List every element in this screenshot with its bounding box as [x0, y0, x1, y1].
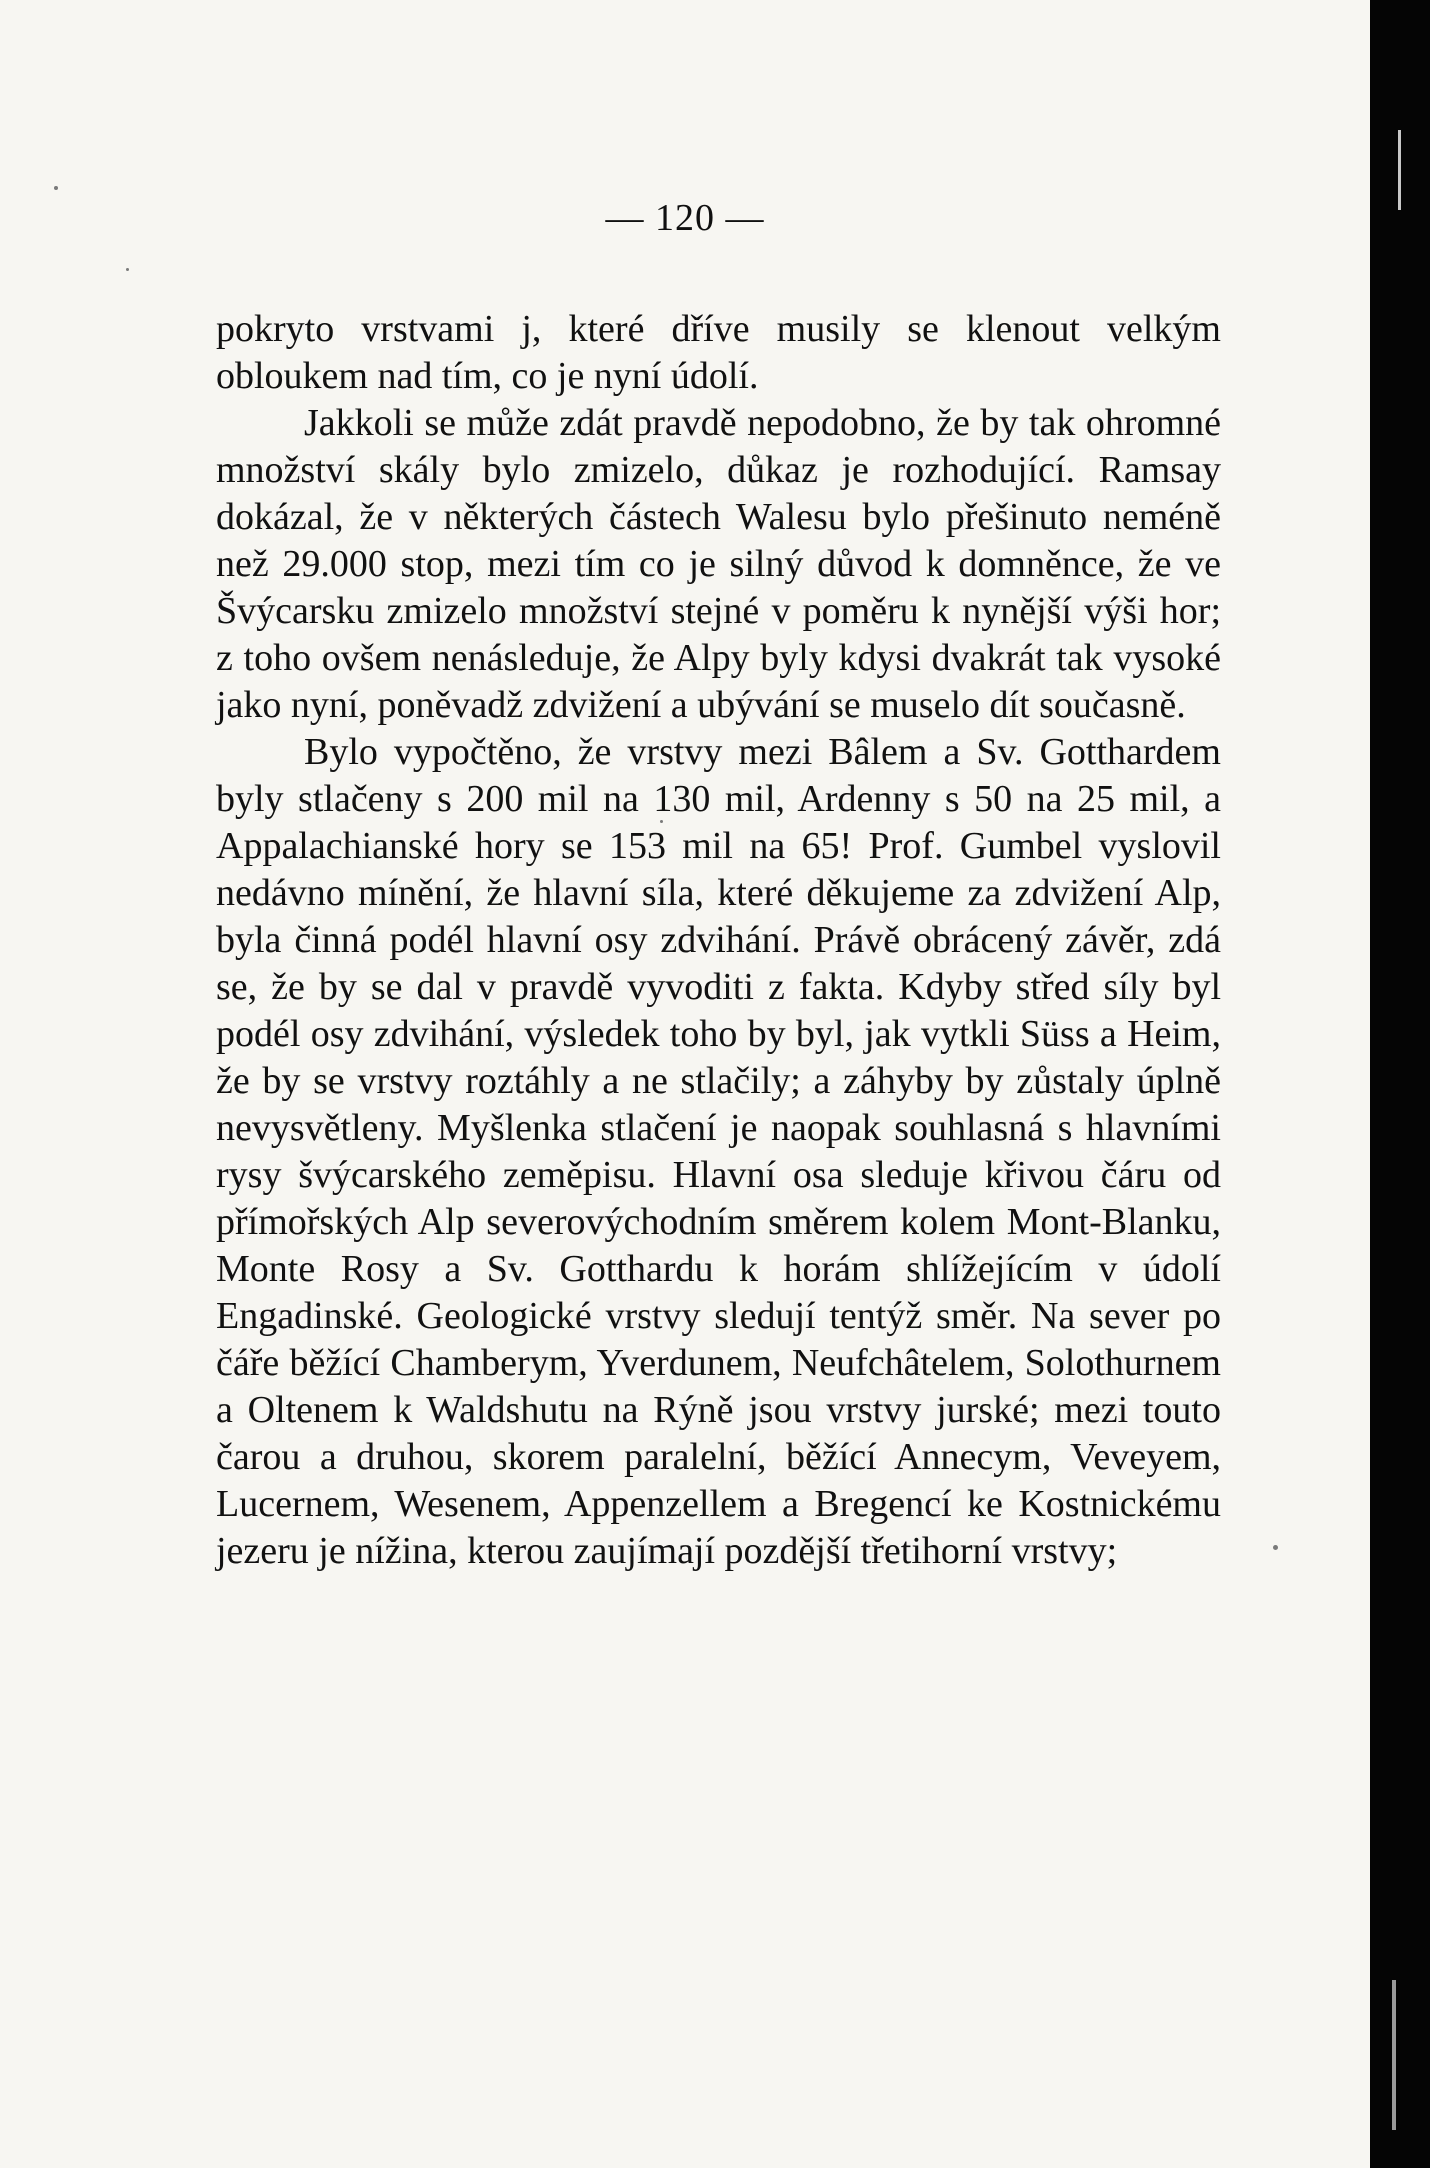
scan-speck [1273, 1545, 1278, 1550]
paragraph: Jakkoli se může zdát pravdě nepodobno, že by tak ohromné množství skály bylo zmizelo, důkaz je rozhodující. Ramsay dokázal, že v některých částech Walesu bylo přešinuto neméně než 29.000 stop, mezi tím co je silný důvod k domněnce, že ve Švýcarsku zmizelo množství stejné v poměru k nynější výši hor; z toho ovšem nenásleduje, že Alpy byly kdysi dvakrát tak vysoké jako nyní, poněvadž zdvižení a ubývání se muselo dít současně. [216, 402, 1221, 726]
page-number: — 120 — [605, 197, 765, 239]
scan-speck [126, 268, 129, 271]
scan-speck [54, 186, 58, 190]
scan-edge-mark [1398, 130, 1401, 210]
paragraph-continued: pokryto vrstvami j, které dříve musily se klenout velkým obloukem nad tím, co je nyní údolí. [216, 308, 1221, 397]
scan-page-edge [1370, 0, 1430, 2168]
scan-speck [660, 820, 663, 823]
scan-edge-mark [1392, 1980, 1396, 2130]
paragraph: Bylo vypočtěno, že vrstvy mezi Bâlem a Sv. Gotthardem byly stlačeny s 200 mil na 130 mil, Ardenny s 50 na 25 mil, a Appalachianské hory se 153 mil na 65! Prof. Gumbel vyslovil nedávno mínění, že hlavní síla, které děkujeme za zdvižení Alp, byla činná podél hlavní osy zdvihání. Právě obrácený závěr, zdá se, že by se dal v pravdě vyvoditi z fakta. Kdyby střed síly byl podél osy zdvihání, výsledek toho by byl, jak vytkli Süss a Heim, že by se vrstvy roztáhly a ne stlačily; a záhyby by zůstaly úplně nevysvětleny. Myšlenka stlačení je naopak souhlasná s hlavními rysy švýcarského zeměpisu. Hlavní osa sleduje křivou čáru od přímořských Alp severovýchodním směrem kolem Mont-Blanku, Monte Rosy a Sv. Gotthardu k horám shlížejícím v údolí Engadinské. Geologické vrstvy sledují tentýž směr. Na sever po čáře běžící Chamberym, Yverdunem, Neufchâtelem, Solothurnem a Oltenem k Waldshutu na Rýně jsou vrstvy jurské; mezi touto čarou a druhou, skorem paralelní, běžící Annecym, Veveyem, Lucernem, Wesenem, Appenzellem a Bregencí ke Kostnickému jezeru je nížina, kterou zaujímají pozdější třetihorní vrstvy; [216, 731, 1221, 1572]
body-text [216, 306, 1221, 1575]
